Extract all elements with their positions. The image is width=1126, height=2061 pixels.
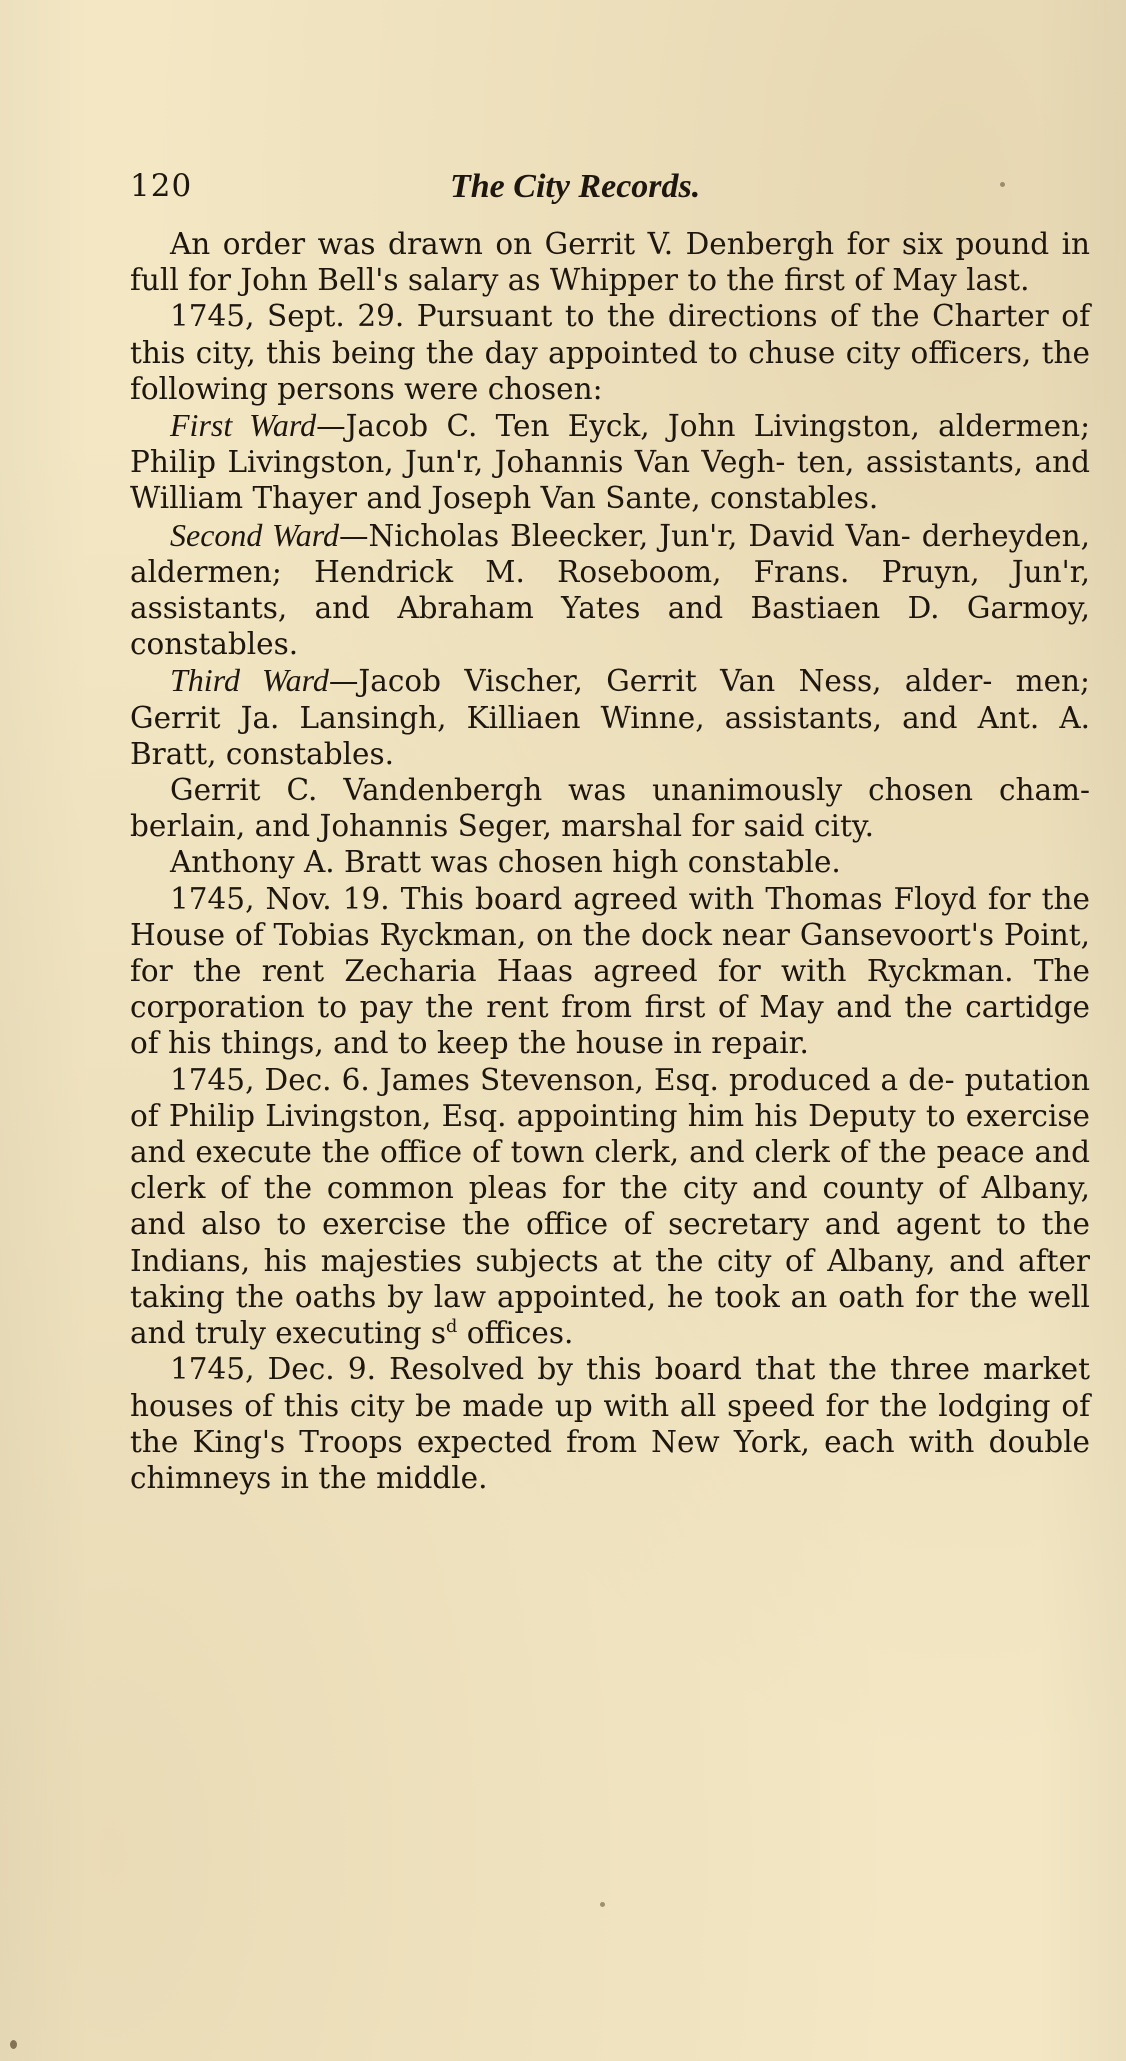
running-head [130, 160, 1090, 212]
paragraph-text: 1745, Dec. 9. Resolved by this board that the three market houses of this city be made up with all speed for the lodging of the King's Troops expected from New York, each with double chimneys in the middle. [130, 1352, 1090, 1495]
paragraph-second-ward [130, 517, 1090, 663]
ward-heading: Third Ward [170, 662, 329, 699]
running-title: The City Records. [450, 168, 701, 205]
book-page [130, 160, 1090, 1496]
body-text [130, 226, 1090, 1496]
paper-speck [1000, 182, 1005, 187]
paragraph-chamberlain [130, 772, 1090, 844]
ward-heading: First Ward [170, 407, 317, 444]
paragraph-text: 1745, Dec. 6. James Stevenson, Esq. produced a de- putation of Philip Livingston, Esq. appointing him his Deputy to exercise and execute the office of town clerk, and clerk of the peace and clerk of the common pleas for the city and county of Albany, and also to exercise the office of secretary and agent to the Indians, his majesties subjects at the city of Albany, and after taking the oaths by law appointed, he took an oath for the well and truly executing s [130, 1062, 1090, 1351]
paragraph-nov-19 [130, 881, 1090, 1062]
paragraph-order-denbergh [130, 226, 1090, 298]
page-number: 120 [130, 168, 193, 204]
ward-heading: Second Ward [170, 516, 339, 553]
paragraph-first-ward [130, 407, 1090, 517]
paragraph-sept-29 [130, 298, 1090, 407]
paragraph-text: —Jacob C. Ten Eyck, John Livingston, aldermen; Philip Livingston, Jun'r, Johannis Van Vegh- ten, assistants, and William Thayer and Joseph Van Sante, constables. [130, 409, 1091, 516]
paragraph-text: —Jacob Vischer, Gerrit Van Ness, alder- men; Gerrit Ja. Lansingh, Killiaen Winne, assistants, and Ant. A. Bratt, constables. [130, 664, 1090, 771]
paragraph-dec-6 [130, 1062, 1090, 1352]
paragraph-text: Gerrit C. Vandenbergh was unanimously chosen cham- berlain, and Johannis Seger, marshal for said city. [130, 773, 1090, 844]
paper-speck [10, 2040, 17, 2049]
paragraph-text: Anthony A. Bratt was chosen high constable. [170, 845, 841, 880]
superscript: d [446, 1317, 458, 1338]
paper-speck [600, 1902, 605, 1907]
paragraph-high-constable [130, 844, 1090, 880]
paragraph-text: —Nicholas Bleecker, Jun'r, David Van- derheyden, aldermen; Hendrick M. Roseboom, Frans. Pruyn, Jun'r, assistants, and Abraham Yates and Bastiaen D. Garmoy, constables. [130, 518, 1091, 662]
paragraph-text: An order was drawn on Gerrit V. Denbergh for six pound in full for John Bell's salary as Whipper to the first of May last. [130, 227, 1090, 298]
paragraph-text: 1745, Nov. 19. This board agreed with Thomas Floyd for the House of Tobias Ryckman, on the dock near Gansevoort's Point, for the rent Zecharia Haas agreed for with Ryckman. The corporation to pay the rent from first of May and the cartidge of his things, and to keep the house in repair. [130, 881, 1090, 1061]
paragraph-dec-9 [130, 1351, 1090, 1496]
paragraph-text: 1745, Sept. 29. Pursuant to the directions of the Charter of this city, this being the day appointed to chuse city officers, the following persons were chosen: [130, 299, 1090, 406]
paragraph-text-tail: offices. [457, 1316, 574, 1351]
paragraph-third-ward [130, 662, 1090, 772]
